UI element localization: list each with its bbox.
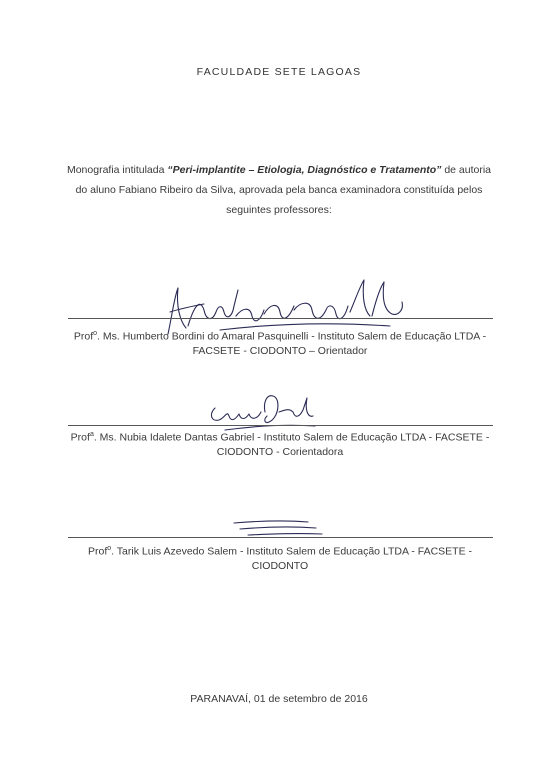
member-1-prefix: Prof [73, 330, 94, 343]
member-2-prefix: Prof [70, 431, 90, 444]
intro-prefix: Monografia intitulada [66, 164, 168, 176]
intro-suffix: de autoria do aluno Fabiano Ribeiro da Silva, aprovada pela banca examinadora constituída pelos seguintes professores: [75, 164, 492, 216]
member-3-text: . Tarik Luis Azevedo Salem - Instituto Salem de Educação LTDA - FACSETE - CIODONTO [111, 545, 473, 572]
institution-name: FACULDADE SETE LAGOAS [196, 66, 362, 78]
signature-line [68, 425, 493, 426]
member-3-prefix: Prof [87, 545, 108, 558]
member-2-ordinal: a [89, 431, 94, 438]
signature-line [68, 318, 493, 319]
monograph-title: “Peri-implantite – Etiologia, Diagnóstico e Tratamento” [167, 164, 442, 176]
place-and-date: PARANAVAÍ, 01 de setembro de 2016 [190, 693, 368, 705]
signature-line [68, 537, 493, 538]
member-1-ordinal: o [93, 330, 98, 337]
approval-statement [60, 160, 498, 220]
member-2-text: . Ms. Nubia Idalete Dantas Gabriel - Instituto Salem de Educação LTDA - FACSETE - CIODONTO - Corientadora [93, 431, 490, 458]
member-1-text: . Ms. Humberto Bordini do Amaral Pasquinelli - Instituto Salem de Educação LTDA - FACSETE - CIODONTO – Orientador [97, 330, 487, 357]
member-3-ordinal: o [107, 545, 112, 552]
